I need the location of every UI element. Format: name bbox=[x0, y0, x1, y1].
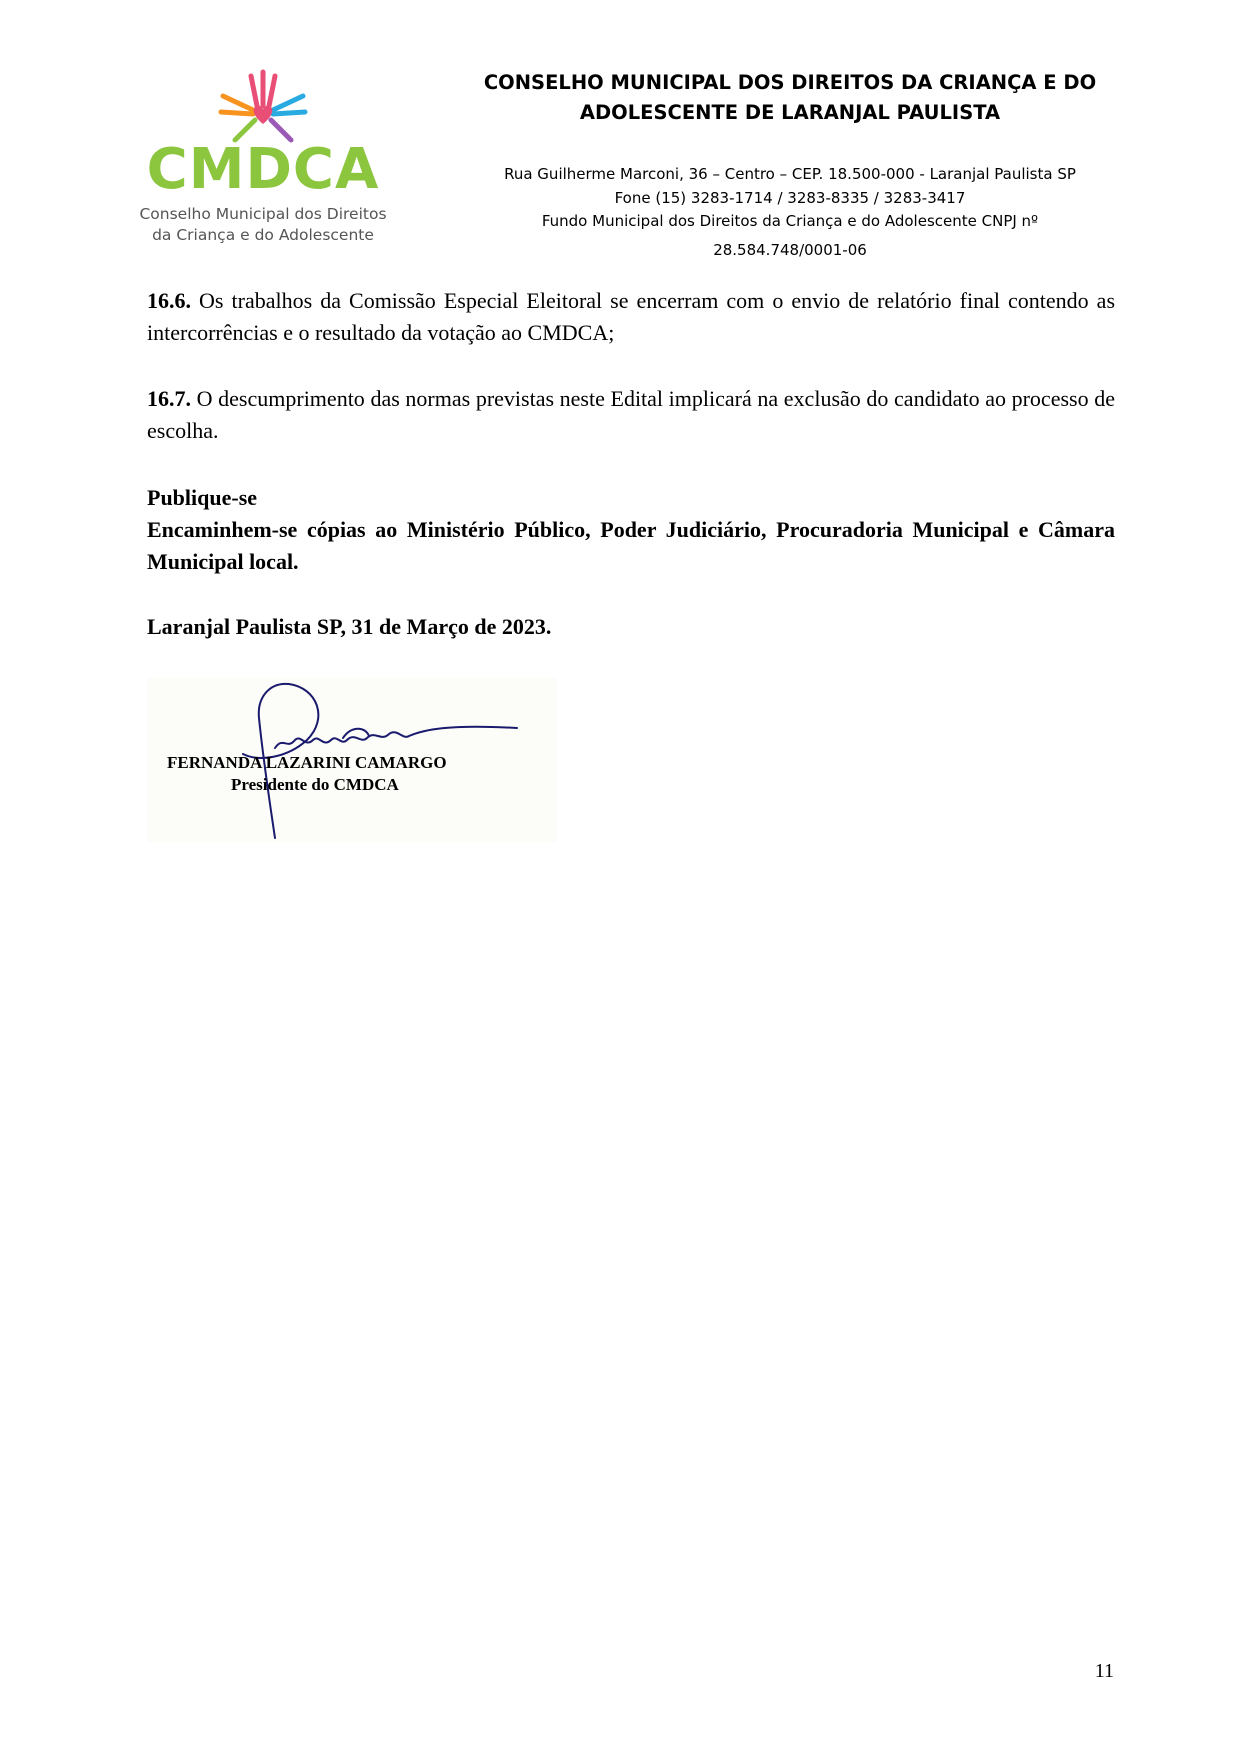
signer-role: Presidente do CMDCA bbox=[231, 775, 399, 794]
forward-line: Encaminhem-se cópias ao Ministério Público, Poder Judiciário, Procuradoria Municipal e Câmara Municipal local. bbox=[147, 517, 1115, 574]
item-16-7-number: 16.7. bbox=[147, 386, 191, 411]
page-number: 11 bbox=[1094, 1660, 1114, 1682]
signature-block bbox=[147, 678, 557, 842]
item-16-6-text: Os trabalhos da Comissão Especial Eleitoral se encerram com o envio de relatório final contendo as intercorrências e o resultado da votação ao CMDCA; bbox=[147, 288, 1116, 345]
cmdca-logo bbox=[138, 66, 388, 246]
logo-subtitle-line1: Conselho Municipal dos Direitos bbox=[139, 205, 387, 223]
item-16-6-number: 16.6. bbox=[147, 288, 191, 313]
item-16-7 bbox=[147, 383, 1115, 447]
item-16-6 bbox=[147, 285, 1115, 349]
hands-heart-icon bbox=[213, 66, 313, 146]
logo-acronym: CMDCA bbox=[146, 137, 380, 202]
publish-line: Publique-se bbox=[147, 485, 258, 510]
header-title: CONSELHO MUNICIPAL DOS DIREITOS DA CRIANÇA E DO ADOLESCENTE DE LARANJAL PAULISTA bbox=[483, 71, 1097, 124]
place-date: Laranjal Paulista SP, 31 de Março de 2023. bbox=[147, 614, 552, 639]
signer-name: FERNANDA LAZARINI CAMARGO bbox=[167, 753, 447, 772]
header-phone: Fone (15) 3283-1714 / 3283-8335 / 3283-3417 bbox=[614, 189, 966, 207]
header-address: Rua Guilherme Marconi, 36 – Centro – CEP. 18.500-000 - Laranjal Paulista SP bbox=[504, 165, 1076, 183]
logo-subtitle-line2: da Criança e do Adolescente bbox=[152, 226, 374, 244]
header-fund: Fundo Municipal dos Direitos da Criança e do Adolescente CNPJ nº bbox=[541, 212, 1039, 230]
header-cnpj: 28.584.748/0001-06 bbox=[713, 241, 867, 259]
item-16-7-text: O descumprimento das normas previstas neste Edital implicará na exclusão do candidato ao processo de escolha. bbox=[147, 386, 1115, 443]
